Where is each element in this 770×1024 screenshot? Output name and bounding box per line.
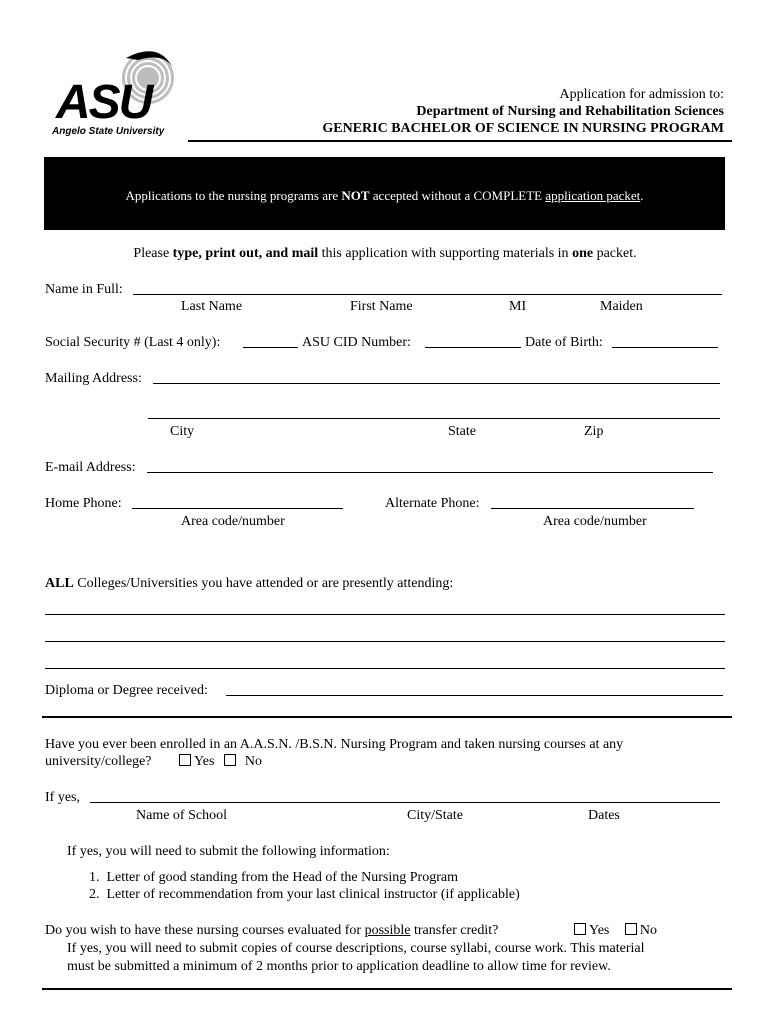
dob-field[interactable] [612, 347, 718, 348]
banner-text-end: . [640, 188, 644, 203]
home-phone-label: Home Phone: [45, 496, 122, 511]
transfer-question-end: transfer credit? [410, 923, 499, 938]
submit-item-1-text: Letter of good standing from the Head of the Nursing Program [106, 870, 458, 885]
name-label: Name in Full: [45, 282, 123, 297]
submit-item-1-number: 1. [89, 870, 107, 885]
enrolled-no-checkbox[interactable] [224, 754, 236, 766]
colleges-text: Colleges/Universities you have attended or are presently attending: [73, 576, 454, 591]
enrolled-no-label: No [244, 754, 263, 769]
dob-label: Date of Birth: [525, 335, 603, 350]
header-rule [188, 140, 732, 142]
address-sub-city: City [170, 424, 195, 439]
transfer-question-pre: Do you wish to have these nursing courses evaluated for [45, 923, 365, 938]
name-sub-mi: MI [509, 299, 527, 314]
header-line-1: Application for admission to: [559, 87, 724, 102]
submit-item-1 [89, 869, 458, 886]
transfer-no-checkbox[interactable] [625, 923, 637, 935]
asu-logo [48, 48, 178, 138]
logo-subtitle: Angelo State University [52, 126, 165, 137]
ssn-field[interactable] [243, 347, 298, 348]
transfer-options [574, 922, 657, 939]
address-sub-zip: Zip [584, 424, 604, 439]
enrolled-question-2 [45, 753, 262, 770]
colleges-field-1[interactable] [45, 614, 725, 615]
header-line-2: Department of Nursing and Rehabilitation Sciences [416, 104, 724, 119]
enrolled-question-text: university/college? [45, 754, 152, 769]
transfer-question [45, 922, 498, 939]
name-sub-last: Last Name [181, 299, 243, 314]
name-field[interactable] [133, 294, 722, 295]
transfer-question-underlined: possible [364, 923, 411, 938]
ifyes-sub-citystate: City/State [407, 808, 463, 823]
instruction-bold-2: one [572, 246, 594, 261]
name-sub-first: First Name [350, 299, 413, 314]
diploma-field[interactable] [226, 695, 723, 696]
transfer-no-label: No [639, 923, 657, 938]
ifyes-field[interactable] [90, 802, 720, 803]
notice-banner [44, 157, 725, 230]
alt-phone-label: Alternate Phone: [385, 496, 480, 511]
mailing-field[interactable] [153, 383, 720, 384]
instruction-bold-1: type, print out, and mail [172, 246, 319, 261]
banner-not: NOT [341, 188, 370, 203]
instruction-end: packet. [593, 246, 637, 261]
name-sub-maiden: Maiden [600, 299, 643, 314]
section-divider-2 [42, 988, 732, 990]
home-phone-field[interactable] [132, 508, 343, 509]
alt-phone-sub: Area code/number [543, 514, 647, 529]
home-phone-sub: Area code/number [181, 514, 285, 529]
ssn-label: Social Security # (Last 4 only): [45, 335, 221, 350]
banner-text: Applications to the nursing programs are [125, 188, 342, 203]
enrolled-question-1: Have you ever been enrolled in an A.A.S.N. /B.S.N. Nursing Program and taken nursing courses at any [45, 737, 624, 752]
instruction-mid: this application with supporting materials in [318, 246, 573, 261]
logo-letters: ASU [56, 76, 152, 129]
header-line-3: GENERIC BACHELOR OF SCIENCE IN NURSING PROGRAM [322, 121, 724, 136]
ifyes-sub-school: Name of School [136, 808, 227, 823]
mailing-field-line-2[interactable] [148, 418, 720, 419]
transfer-yes-checkbox[interactable] [574, 923, 586, 935]
enrolled-yes-checkbox[interactable] [179, 754, 191, 766]
ifyes-sub-dates: Dates [588, 808, 620, 823]
submit-item-2-text: Letter of recommendation from your last clinical instructor (if applicable) [106, 887, 520, 902]
transfer-note-1: If yes, you will need to submit copies of course descriptions, course syllabi, course work. This material [67, 941, 645, 956]
email-label: E-mail Address: [45, 460, 136, 475]
instruction-line [0, 245, 770, 262]
email-field[interactable] [147, 472, 713, 473]
application-packet-link[interactable]: application packet [545, 188, 641, 203]
mailing-label: Mailing Address: [45, 371, 142, 386]
banner-text-mid: accepted without a COMPLETE [369, 188, 546, 203]
submit-item-2 [89, 886, 520, 903]
colleges-all: ALL [45, 576, 74, 591]
section-divider-1 [42, 716, 732, 718]
submit-intro: If yes, you will need to submit the following information: [67, 844, 390, 859]
diploma-label: Diploma or Degree received: [45, 683, 208, 698]
instruction-pre: Please [133, 246, 173, 261]
ifyes-label: If yes, [45, 790, 80, 805]
alt-phone-field[interactable] [491, 508, 694, 509]
address-sub-state: State [448, 424, 476, 439]
cid-label: ASU CID Number: [302, 335, 411, 350]
enrolled-yes-label: Yes [194, 754, 215, 769]
colleges-label [45, 575, 453, 592]
submit-item-2-number: 2. [89, 887, 107, 902]
transfer-yes-label: Yes [589, 923, 610, 938]
colleges-field-2[interactable] [45, 641, 725, 642]
colleges-field-3[interactable] [45, 668, 725, 669]
transfer-note-2: must be submitted a minimum of 2 months prior to application deadline to allow time for review. [67, 959, 611, 974]
cid-field[interactable] [425, 347, 521, 348]
